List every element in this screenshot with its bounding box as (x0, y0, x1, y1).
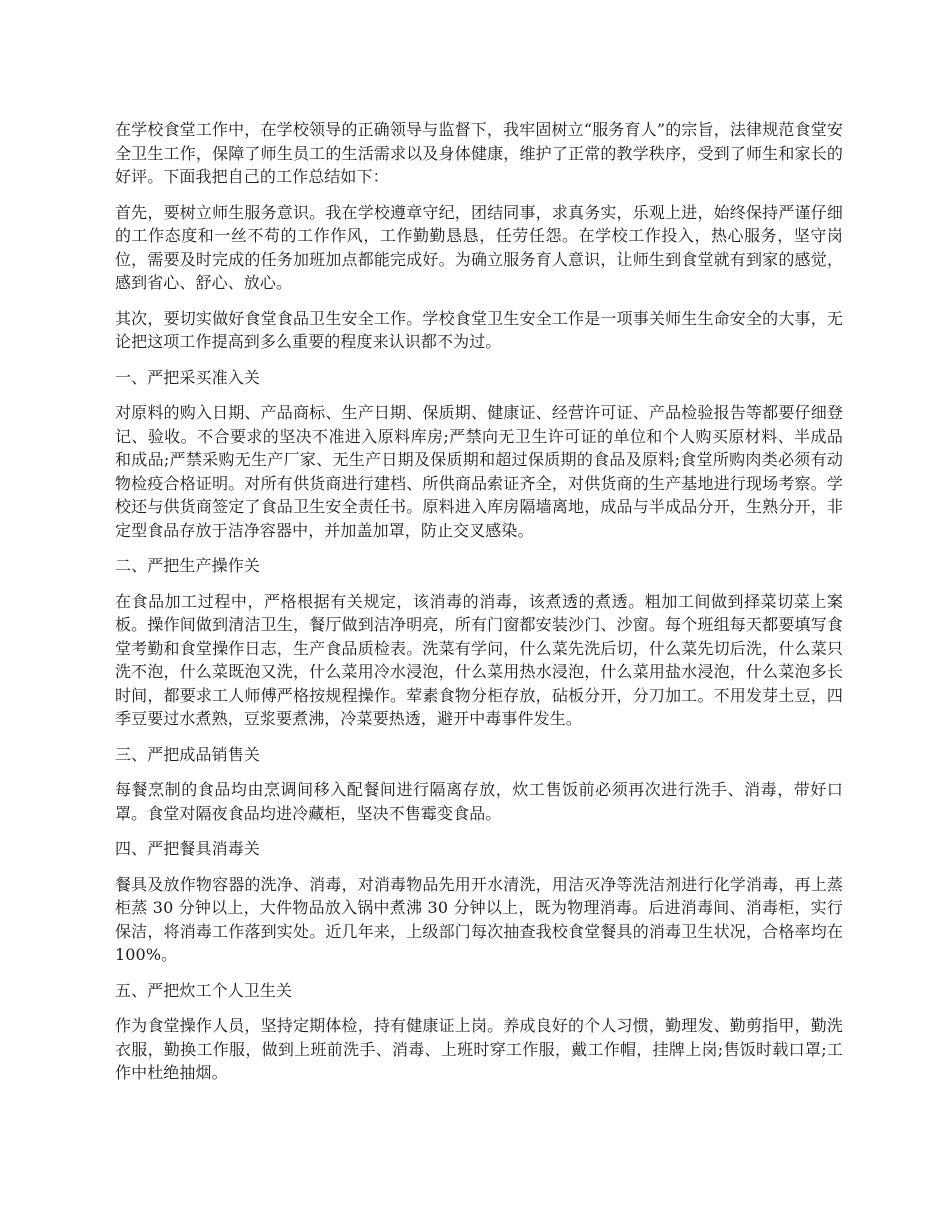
intro-paragraph: 在学校食堂工作中，在学校领导的正确领导与监督下，我牢固树立“服务育人”的宗旨，法律规范食堂安全卫生工作，保障了师生员工的生活需求以及身体健康，维护了正常的教学秩序，受到了师生和家长的好评。下面我把自己的工作总结如下： (115, 120, 843, 186)
section-body-hygiene: 作为食堂操作人员，坚持定期体检，持有健康证上岗。养成良好的个人习惯，勤理发、勤剪指甲，勤洗衣服，勤换工作服，做到上班前洗手、消毒、上班时穿工作服，戴工作帽，挂牌上岗;售饭时载口罩;工作中杜绝抽烟。 (115, 1016, 843, 1082)
section-body-production: 在食品加工过程中，严格根据有关规定，该消毒的消毒，该煮透的煮透。粗加工间做到择菜切菜上案板。操作间做到清洁卫生，餐厅做到洁净明亮，所有门窗都安装沙门、沙窗。每个班组每天都要填写食堂考勤和食堂操作日志，生产食品质检表。洗菜有学问，什么菜先洗后切，什么菜先切后洗，什么菜只洗不泡，什么菜既泡又洗，什么菜用冷水浸泡，什么菜用热水浸泡，什么菜用盐水浸泡，什么菜泡多长时间，都要求工人师傅严格按规程操作。荤素食物分柜存放，砧板分开，分刀加工。不用发芽土豆，四季豆要过水煮熟，豆浆要煮沸，冷菜要热透，避开中毒事件发生。 (115, 591, 843, 728)
section-body-procurement: 对原料的购入日期、产品商标、生产日期、保质期、健康证、经营许可证、产品检验报告等都要仔细登记、验收。不合要求的坚决不准进入原料库房;严禁向无卫生许可证的单位和个人购买原材料、半成品和成品;严禁采购无生产厂家、无生产日期及保质期和超过保质期的食品及原料;食堂所购肉类必须有动物检疫合格证明。对所有供货商进行建档、所供商品索证齐全，对供货商的生产基地进行现场考察。学校还与供货商签定了食品卫生安全责任书。原料进入库房隔墙离地，成品与半成品分开，生熟分开，非定型食品存放于洁净容器中，并加盖加罩，防止交叉感染。 (115, 403, 843, 540)
section-body-sales: 每餐烹制的食品均由烹调间移入配餐间进行隔离存放，炊工售饭前必须再次进行洗手、消毒，带好口罩。食堂对隔夜食品均进冷藏柜，坚决不售霉变食品。 (115, 780, 843, 823)
section-heading-production: 二、严把生产操作关 (115, 556, 260, 575)
section-heading-procurement: 一、严把采买准入关 (115, 367, 260, 387)
service-awareness-paragraph: 首先，要树立师生服务意识。我在学校遵章守纪，团结同事，求真务实，乐观上进，始终保持严谨仔细的工作态度和一丝不苟的工作作风，工作勤勤恳恳，任劳任怨。在学校工作投入，热心服务，坚守岗位，需要及时完成的任务加班加点都能完成好。为确立服务育人意识，让师生到食堂就有到家的感觉，感到省心、舒心、放心。 (115, 202, 843, 292)
section-heading-disinfection: 四、严把餐具消毒关 (115, 839, 260, 858)
food-safety-paragraph: 其次，要切实做好食堂食品卫生安全工作。学校食堂卫生安全工作是一项事关师生生命安全的大事，无论把这项工作提高到多么重要的程度来认识都不为过。 (115, 308, 843, 351)
document-body (115, 118, 843, 1097)
section-heading-hygiene: 五、严把炊工个人卫生关 (115, 980, 293, 1000)
section-heading-sales: 三、严把成品销售关 (115, 744, 260, 764)
section-body-disinfection: 餐具及放作物容器的洗净、消毒，对消毒物品先用开水清洗，用洁灭净等洗洁剂进行化学消毒，再上蒸柜蒸 30 分钟以上，大件物品放入锅中煮沸 30 分钟以上，既为物理消毒。后进消毒间、消毒柜，实行保洁，将消毒工作落到实处。近几年来，上级部门每次抽查我校食堂餐具的消毒卫生状况，合格率均在 100%。 (115, 874, 843, 964)
